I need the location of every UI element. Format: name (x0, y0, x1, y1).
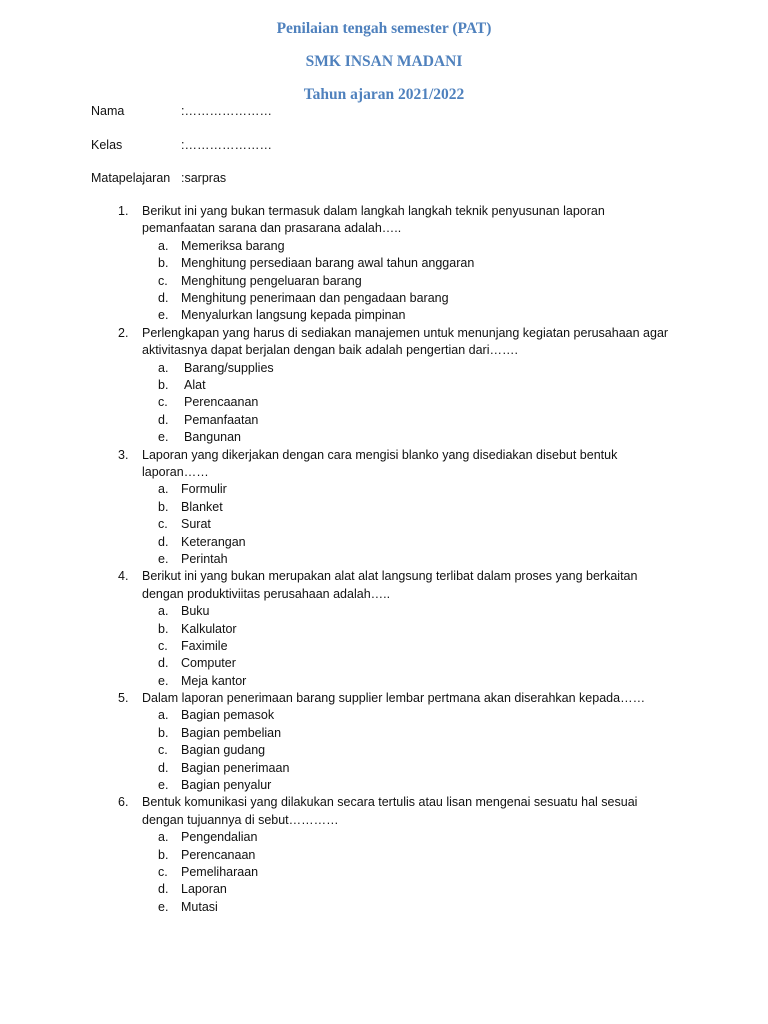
field-label: Matapelajaran (91, 171, 171, 185)
field-matapelajaran (91, 171, 226, 185)
option-text: Bagian pemasok (181, 708, 275, 723)
option-text: Perencaanan (184, 395, 259, 410)
option-text: Bangunan (184, 430, 242, 445)
option-text: Barang/supplies (184, 360, 274, 375)
option-a (0, 707, 768, 724)
option-b (0, 847, 768, 864)
option-text: Computer (181, 656, 236, 671)
option-letter: e. (158, 899, 169, 914)
option-e (0, 429, 768, 446)
option-letter: d. (158, 412, 169, 427)
option-letter: c. (158, 865, 168, 880)
option-letter: b. (158, 621, 169, 636)
question-text: Dalam laporan penerimaan barang supplier lembar pertmana akan diserahkan kepada…… (142, 691, 646, 706)
option-a (0, 360, 768, 377)
option-d (0, 534, 768, 551)
option-letter: b. (158, 847, 169, 862)
question-number: 4. (118, 569, 129, 584)
option-a (0, 603, 768, 620)
option-a (0, 238, 768, 255)
option-e (0, 673, 768, 690)
field-label: Kelas (91, 138, 123, 152)
option-letter: c. (158, 638, 168, 653)
school-year: Tahun ajaran 2021/2022 (303, 86, 465, 103)
option-letter: e. (158, 673, 169, 688)
question-number: 5. (118, 691, 129, 706)
option-e (0, 899, 768, 916)
option-d (0, 412, 768, 429)
option-c (0, 516, 768, 533)
question-6 (0, 794, 768, 916)
question-5 (0, 690, 768, 794)
question-text: Berikut ini yang bukan merupakan alat alat langsung terlibat dalam proses yang berkaitan dengan produktiviitas perusahaan adalah….. (142, 569, 638, 601)
option-text: Perencanaan (181, 847, 256, 862)
option-text: Mutasi (181, 899, 218, 914)
option-letter: d. (158, 760, 169, 775)
option-letter: d. (158, 656, 169, 671)
field-value: :………………… (181, 138, 272, 152)
option-c (0, 742, 768, 759)
option-letter: a. (158, 708, 169, 723)
question-2 (0, 325, 768, 447)
option-text: Faximile (181, 638, 228, 653)
option-text: Menghitung penerimaan dan pengadaan barang (181, 290, 449, 305)
option-text: Bagian penerimaan (181, 760, 290, 775)
option-d (0, 290, 768, 307)
option-text: Meja kantor (181, 673, 247, 688)
option-text: Bagian gudang (181, 743, 266, 758)
option-text: Bagian penyalur (181, 778, 272, 793)
option-a (0, 829, 768, 846)
field-value: :………………… (181, 104, 272, 118)
question-4 (0, 568, 768, 690)
option-text: Pemeliharaan (181, 865, 259, 880)
option-text: Keterangan (181, 534, 246, 549)
option-text: Pemanfaatan (184, 412, 259, 427)
option-letter: b. (158, 377, 169, 392)
option-letter: c. (158, 743, 168, 758)
option-d (0, 881, 768, 898)
option-text: Perintah (181, 551, 228, 566)
question-list (0, 203, 768, 916)
option-text: Menghitung persediaan barang awal tahun anggaran (181, 256, 475, 271)
option-letter: e. (158, 308, 169, 323)
field-nama (91, 104, 272, 118)
question-number: 3. (118, 447, 129, 462)
option-text: Menyalurkan langsung kepada pimpinan (181, 308, 406, 323)
option-text: Formulir (181, 482, 227, 497)
option-text: Laporan (181, 882, 227, 897)
option-letter: a. (158, 830, 169, 845)
option-c (0, 273, 768, 290)
option-letter: b. (158, 725, 169, 740)
option-letter: a. (158, 482, 169, 497)
field-kelas (91, 138, 272, 152)
option-text: Pengendalian (181, 830, 258, 845)
option-letter: b. (158, 499, 169, 514)
field-label: Nama (91, 104, 125, 118)
school-name: SMK INSAN MADANI (305, 53, 463, 70)
option-d (0, 760, 768, 777)
option-letter: d. (158, 290, 169, 305)
option-letter: a. (158, 360, 169, 375)
option-e (0, 777, 768, 794)
option-d (0, 655, 768, 672)
exam-title: Penilaian tengah semester (PAT) (276, 20, 492, 37)
option-letter: e. (158, 778, 169, 793)
option-letter: c. (158, 395, 168, 410)
option-letter: c. (158, 517, 168, 532)
option-letter: a. (158, 238, 169, 253)
question-1 (0, 203, 768, 325)
option-text: Bagian pembelian (181, 725, 282, 740)
option-letter: a. (158, 604, 169, 619)
option-c (0, 394, 768, 411)
option-letter: c. (158, 273, 168, 288)
option-letter: d. (158, 534, 169, 549)
question-text: Perlengkapan yang harus di sediakan manajemen untuk menunjang kegiatan perusahaan agar aktivitasnya dapat berjalan dengan baik adalah pengertian dari……. (142, 325, 669, 358)
option-b (0, 725, 768, 742)
question-3 (0, 447, 768, 569)
option-e (0, 551, 768, 568)
option-text: Kalkulator (181, 621, 237, 636)
question-text: Bentuk komunikasi yang dilakukan secara tertulis atau lisan mengenai sesuatu hal sesuai dengan tujuannya di sebut………… (142, 795, 638, 827)
option-letter: b. (158, 256, 169, 271)
question-text: Berikut ini yang bukan termasuk dalam langkah langkah teknik penyusunan laporan pemanfaatan sarana dan prasarana adalah….. (142, 204, 605, 236)
option-b (0, 255, 768, 272)
question-text: Laporan yang dikerjakan dengan cara mengisi blanko yang disediakan disebut bentuk laporan…… (142, 447, 618, 479)
question-number: 6. (118, 795, 129, 810)
option-c (0, 638, 768, 655)
option-letter: d. (158, 882, 169, 897)
option-text: Memeriksa barang (181, 238, 285, 253)
question-number: 2. (118, 325, 129, 340)
option-text: Blanket (181, 499, 223, 514)
option-b (0, 621, 768, 638)
option-b (0, 499, 768, 516)
option-text: Surat (181, 517, 211, 532)
option-a (0, 481, 768, 498)
option-letter: e. (158, 430, 169, 445)
option-b (0, 377, 768, 394)
option-e (0, 307, 768, 324)
question-number: 1. (118, 204, 129, 218)
option-text: Menghitung pengeluaran barang (181, 273, 362, 288)
option-text: Alat (184, 377, 206, 392)
field-value: :sarpras (181, 171, 227, 185)
option-c (0, 864, 768, 881)
option-text: Buku (181, 604, 210, 619)
option-letter: e. (158, 551, 169, 566)
